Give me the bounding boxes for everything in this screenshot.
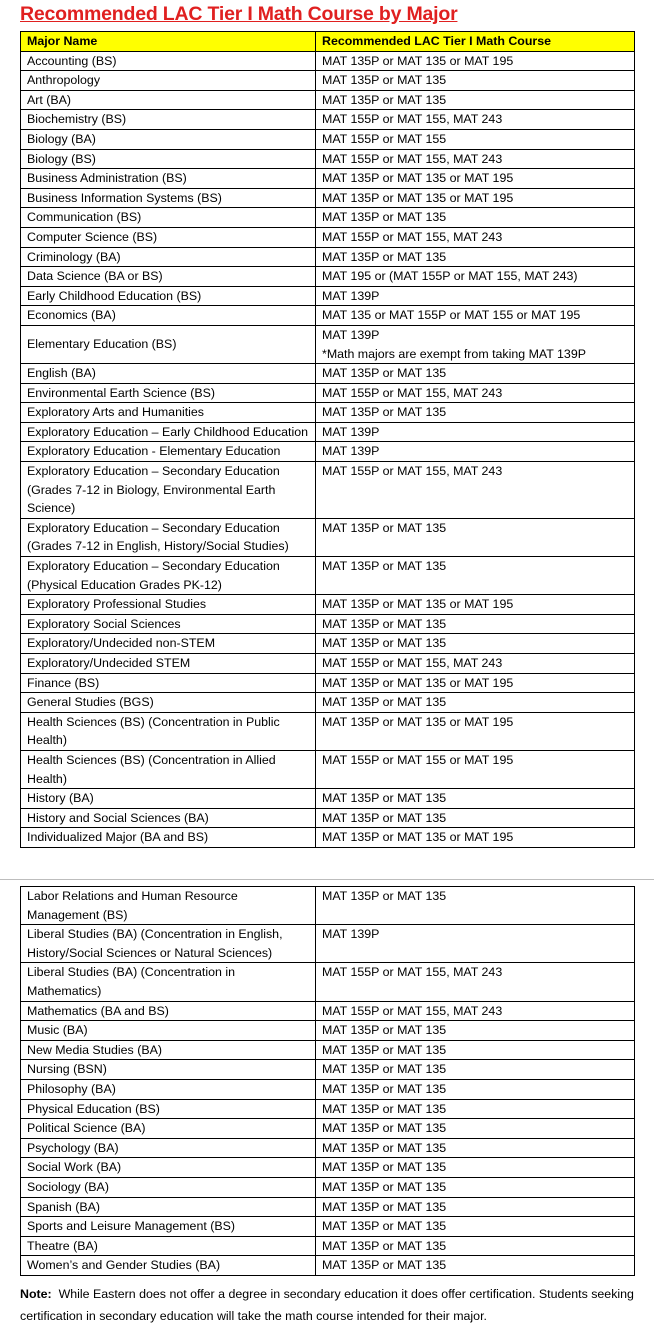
- major-name-cell: Exploratory/Undecided STEM: [21, 654, 316, 674]
- major-name-cell: Environmental Earth Science (BS): [21, 383, 316, 403]
- math-course-cell: MAT 135P or MAT 135: [316, 1119, 635, 1139]
- table-row: [21, 789, 635, 809]
- math-course-cell: MAT 135P or MAT 135: [316, 1256, 635, 1276]
- table-row: [21, 1138, 635, 1158]
- major-name-cell: Liberal Studies (BA) (Concentration in Mathematics): [21, 963, 316, 1001]
- table-row: [21, 1021, 635, 1041]
- table-row: [21, 51, 635, 71]
- math-course-cell: MAT 135P or MAT 135: [316, 364, 635, 384]
- footnote: [20, 1284, 652, 1327]
- major-name-cell: Finance (BS): [21, 673, 316, 693]
- major-name-cell: Physical Education (BS): [21, 1099, 316, 1119]
- major-name-cell: Exploratory Education – Secondary Education (Physical Education Grades PK-12): [21, 557, 316, 595]
- math-course-cell: MAT 135P or MAT 135: [316, 557, 635, 595]
- table-row: [21, 1001, 635, 1021]
- math-course-cell: MAT 155P or MAT 155, MAT 243: [316, 110, 635, 130]
- table-row: [21, 925, 635, 963]
- table-row: [21, 654, 635, 674]
- table-row: [21, 1217, 635, 1237]
- math-course-cell: MAT 135P or MAT 135: [316, 1040, 635, 1060]
- major-name-cell: Labor Relations and Human Resource Management (BS): [21, 887, 316, 925]
- major-name-cell: History and Social Sciences (BA): [21, 808, 316, 828]
- major-name-cell: Mathematics (BA and BS): [21, 1001, 316, 1021]
- major-name-cell: Health Sciences (BS) (Concentration in Allied Health): [21, 750, 316, 788]
- math-course-cell: MAT 155P or MAT 155, MAT 243: [316, 1001, 635, 1021]
- major-column-header: Major Name: [21, 32, 316, 52]
- table-row: [21, 673, 635, 693]
- major-name-cell: Elementary Education (BS): [21, 325, 316, 363]
- table-row: [21, 808, 635, 828]
- table-header-row: [21, 32, 635, 52]
- math-course-cell: MAT 135P or MAT 135: [316, 1021, 635, 1041]
- major-name-cell: Exploratory/Undecided non-STEM: [21, 634, 316, 654]
- math-course-cell: MAT 135P or MAT 135: [316, 1236, 635, 1256]
- major-name-cell: Accounting (BS): [21, 51, 316, 71]
- math-course-cell: MAT 135P or MAT 135: [316, 1217, 635, 1237]
- table-row: [21, 1236, 635, 1256]
- table-row: [21, 325, 635, 363]
- table-row: [21, 1099, 635, 1119]
- table-row: [21, 129, 635, 149]
- major-name-cell: Music (BA): [21, 1021, 316, 1041]
- course-exemption-note: *Math majors are exempt from taking MAT 139P: [322, 346, 586, 361]
- major-name-cell: Early Childhood Education (BS): [21, 286, 316, 306]
- course-text: MAT 139P: [322, 327, 380, 342]
- table-row: [21, 1256, 635, 1276]
- table-row: [21, 887, 635, 925]
- math-course-cell: MAT 135P or MAT 135: [316, 1158, 635, 1178]
- note-label: Note:: [20, 1287, 52, 1301]
- math-course-cell: MAT 135 or MAT 155P or MAT 155 or MAT 195: [316, 306, 635, 326]
- table-row: [21, 712, 635, 750]
- math-course-cell: MAT 135P or MAT 135: [316, 518, 635, 556]
- math-course-cell: MAT 155P or MAT 155, MAT 243: [316, 149, 635, 169]
- major-name-cell: Social Work (BA): [21, 1158, 316, 1178]
- table-row: [21, 71, 635, 91]
- major-name-cell: Computer Science (BS): [21, 227, 316, 247]
- table-row: [21, 364, 635, 384]
- major-name-cell: Anthropology: [21, 71, 316, 91]
- math-course-cell: MAT 139P: [316, 422, 635, 442]
- table-row: [21, 963, 635, 1001]
- major-name-cell: Theatre (BA): [21, 1236, 316, 1256]
- table-row: [21, 403, 635, 423]
- table-row: [21, 208, 635, 228]
- math-course-cell: MAT 135P or MAT 135: [316, 1060, 635, 1080]
- table2-body: [21, 887, 635, 1276]
- major-name-cell: Exploratory Education - Elementary Education: [21, 442, 316, 462]
- math-course-cell: MAT 135P or MAT 135: [316, 71, 635, 91]
- major-name-cell: Exploratory Professional Studies: [21, 595, 316, 615]
- note-text: While Eastern does not offer a degree in secondary education it does offer certification. Students seeking certification in secondary education will take the math course intended for their major.: [20, 1287, 634, 1323]
- math-course-cell: MAT 135P or MAT 135: [316, 1138, 635, 1158]
- major-name-cell: Art (BA): [21, 90, 316, 110]
- math-course-cell: MAT 155P or MAT 155, MAT 243: [316, 462, 635, 519]
- table-row: [21, 462, 635, 519]
- table-row: [21, 149, 635, 169]
- major-name-cell: Sports and Leisure Management (BS): [21, 1217, 316, 1237]
- major-name-cell: History (BA): [21, 789, 316, 809]
- page-break-divider: [0, 879, 654, 880]
- table-row: [21, 1040, 635, 1060]
- math-course-cell: MAT 135P or MAT 135 or MAT 195: [316, 673, 635, 693]
- major-name-cell: Liberal Studies (BA) (Concentration in English, History/Social Sciences or Natural Sciences): [21, 925, 316, 963]
- table-row: [21, 169, 635, 189]
- math-course-cell: MAT 155P or MAT 155, MAT 243: [316, 654, 635, 674]
- table-row: [21, 693, 635, 713]
- table-row: [21, 227, 635, 247]
- math-course-cell: MAT 155P or MAT 155, MAT 243: [316, 383, 635, 403]
- table-row: [21, 750, 635, 788]
- math-course-cell: MAT 135P or MAT 135 or MAT 195: [316, 595, 635, 615]
- table1-body: [21, 51, 635, 847]
- math-course-cell: MAT 155P or MAT 155 or MAT 195: [316, 750, 635, 788]
- major-name-cell: Exploratory Education – Early Childhood Education: [21, 422, 316, 442]
- math-course-cell: MAT 139P: [316, 286, 635, 306]
- math-course-cell: MAT 135P or MAT 135 or MAT 195: [316, 188, 635, 208]
- table-row: [21, 247, 635, 267]
- major-name-cell: Exploratory Arts and Humanities: [21, 403, 316, 423]
- major-name-cell: Women’s and Gender Studies (BA): [21, 1256, 316, 1276]
- table-row: [21, 267, 635, 287]
- table-row: [21, 518, 635, 556]
- math-course-cell: MAT 135P or MAT 135 or MAT 195: [316, 51, 635, 71]
- math-course-cell: MAT 155P or MAT 155, MAT 243: [316, 963, 635, 1001]
- math-course-cell: MAT 135P or MAT 135: [316, 1197, 635, 1217]
- major-name-cell: Individualized Major (BA and BS): [21, 828, 316, 848]
- table-row: [21, 306, 635, 326]
- math-course-cell: MAT 135P or MAT 135 or MAT 195: [316, 169, 635, 189]
- major-name-cell: Exploratory Education – Secondary Education (Grades 7-12 in Biology, Environmental Earth Science): [21, 462, 316, 519]
- table-row: [21, 614, 635, 634]
- major-name-cell: Communication (BS): [21, 208, 316, 228]
- math-course-cell: MAT 135P or MAT 135: [316, 403, 635, 423]
- math-course-cell: [316, 325, 635, 363]
- major-name-cell: Biology (BS): [21, 149, 316, 169]
- math-course-cell: MAT 135P or MAT 135: [316, 887, 635, 925]
- math-course-cell: MAT 135P or MAT 135 or MAT 195: [316, 828, 635, 848]
- table-row: [21, 442, 635, 462]
- table-row: [21, 1079, 635, 1099]
- major-name-cell: Business Administration (BS): [21, 169, 316, 189]
- math-course-cell: MAT 139P: [316, 925, 635, 963]
- table-row: [21, 1177, 635, 1197]
- math-course-cell: MAT 195 or (MAT 155P or MAT 155, MAT 243): [316, 267, 635, 287]
- math-course-cell: MAT 135P or MAT 135: [316, 247, 635, 267]
- table-row: [21, 595, 635, 615]
- math-course-cell: MAT 135P or MAT 135: [316, 693, 635, 713]
- major-name-cell: Spanish (BA): [21, 1197, 316, 1217]
- table-row: [21, 1119, 635, 1139]
- table-row: [21, 90, 635, 110]
- math-course-cell: MAT 135P or MAT 135: [316, 1177, 635, 1197]
- table-row: [21, 557, 635, 595]
- major-name-cell: Exploratory Education – Secondary Education (Grades 7-12 in English, History/Social Studies): [21, 518, 316, 556]
- math-course-cell: MAT 135P or MAT 135: [316, 1079, 635, 1099]
- major-name-cell: Biology (BA): [21, 129, 316, 149]
- major-name-cell: Political Science (BA): [21, 1119, 316, 1139]
- major-name-cell: Exploratory Social Sciences: [21, 614, 316, 634]
- major-name-cell: Philosophy (BA): [21, 1079, 316, 1099]
- math-course-cell: MAT 135P or MAT 135: [316, 634, 635, 654]
- course-table-part-2: [20, 886, 635, 1276]
- page-title: Recommended LAC Tier I Math Course by Major: [20, 3, 458, 25]
- table-row: [21, 1197, 635, 1217]
- table-row: [21, 1060, 635, 1080]
- table-row: [21, 188, 635, 208]
- math-course-cell: MAT 155P or MAT 155: [316, 129, 635, 149]
- math-course-cell: MAT 135P or MAT 135 or MAT 195: [316, 712, 635, 750]
- major-name-cell: Psychology (BA): [21, 1138, 316, 1158]
- major-name-cell: Biochemistry (BS): [21, 110, 316, 130]
- major-name-cell: Business Information Systems (BS): [21, 188, 316, 208]
- major-name-cell: Criminology (BA): [21, 247, 316, 267]
- major-name-cell: Data Science (BA or BS): [21, 267, 316, 287]
- table-row: [21, 634, 635, 654]
- table-row: [21, 383, 635, 403]
- major-name-cell: English (BA): [21, 364, 316, 384]
- math-course-cell: MAT 135P or MAT 135: [316, 808, 635, 828]
- major-name-cell: General Studies (BGS): [21, 693, 316, 713]
- course-column-header: Recommended LAC Tier I Math Course: [316, 32, 635, 52]
- table-row: [21, 422, 635, 442]
- table-row: [21, 1158, 635, 1178]
- course-table-part-1: [20, 31, 635, 848]
- math-course-cell: MAT 135P or MAT 135: [316, 90, 635, 110]
- major-name-cell: Sociology (BA): [21, 1177, 316, 1197]
- major-name-cell: Nursing (BSN): [21, 1060, 316, 1080]
- table-row: [21, 828, 635, 848]
- math-course-cell: MAT 135P or MAT 135: [316, 208, 635, 228]
- major-name-cell: New Media Studies (BA): [21, 1040, 316, 1060]
- math-course-cell: MAT 135P or MAT 135: [316, 789, 635, 809]
- table-row: [21, 286, 635, 306]
- math-course-cell: MAT 135P or MAT 135: [316, 1099, 635, 1119]
- math-course-cell: MAT 135P or MAT 135: [316, 614, 635, 634]
- major-name-cell: Health Sciences (BS) (Concentration in Public Health): [21, 712, 316, 750]
- math-course-cell: MAT 155P or MAT 155, MAT 243: [316, 227, 635, 247]
- major-name-cell: Economics (BA): [21, 306, 316, 326]
- table-row: [21, 110, 635, 130]
- math-course-cell: MAT 139P: [316, 442, 635, 462]
